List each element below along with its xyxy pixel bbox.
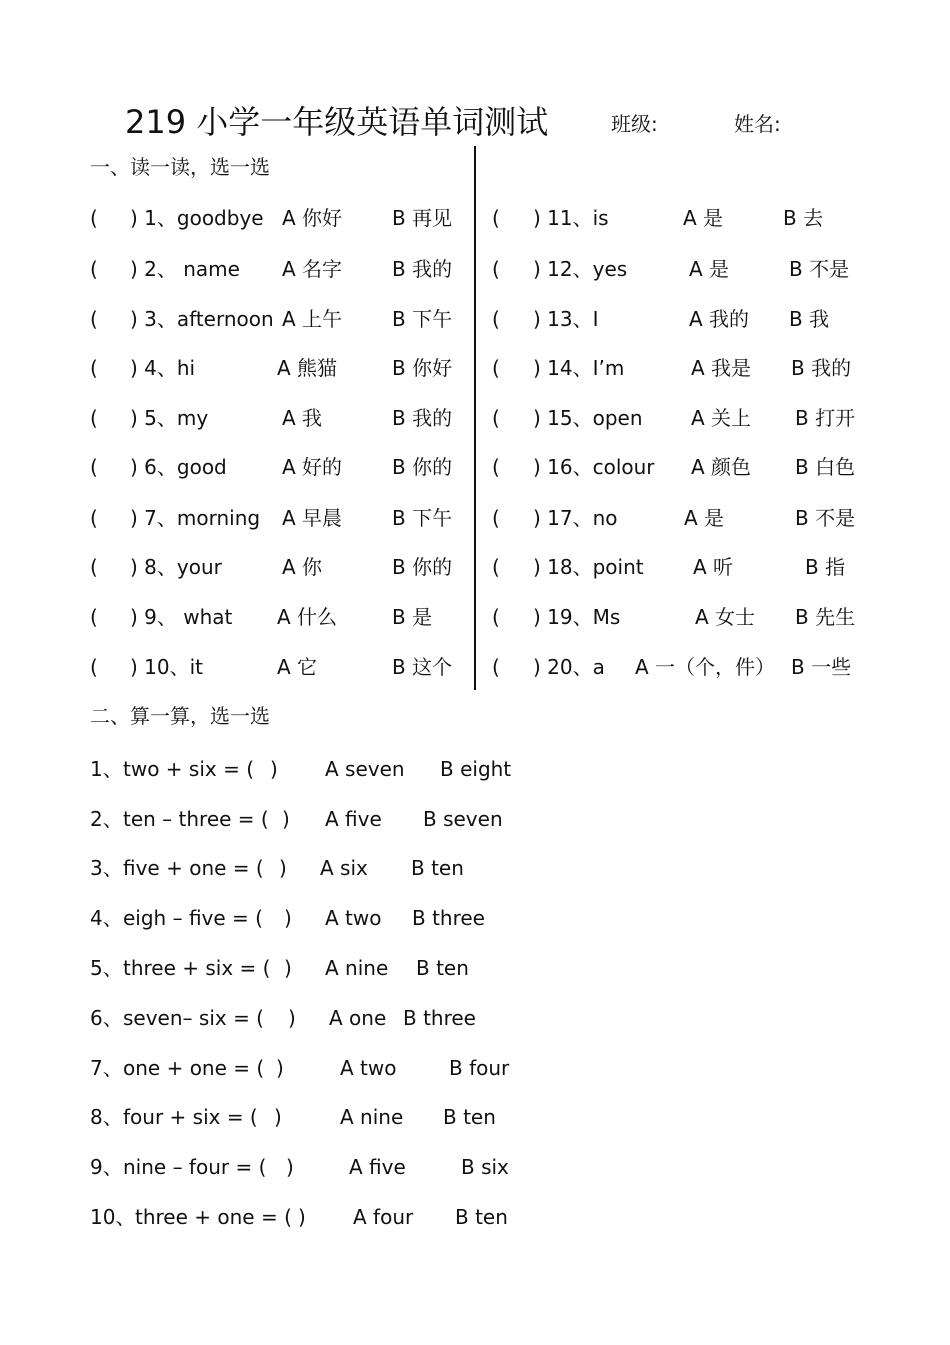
math-expression: one + one = ( (123, 1056, 265, 1080)
option-a: A 女士 (695, 605, 756, 629)
math-expression: ten – three = ( (123, 807, 269, 831)
option-b: B 一些 (791, 655, 852, 679)
answer-blank[interactable]: ( (492, 257, 500, 281)
option-a: A 是 (683, 206, 724, 230)
math-number: 8、 (90, 1105, 123, 1129)
option-b: B 去 (783, 206, 824, 230)
answer-blank[interactable]: ) (274, 1105, 282, 1129)
question-word: ) 8、your (130, 555, 222, 579)
option-b: B 我的 (791, 356, 852, 380)
option-b: B 我的 (392, 257, 453, 281)
option-b: B 下午 (392, 307, 453, 331)
option-a: A five (325, 807, 382, 831)
question-word: ) 6、good (130, 455, 227, 479)
math-row (90, 1003, 690, 1033)
option-a: A nine (340, 1105, 404, 1129)
option-b: B 指 (805, 555, 846, 579)
question-word: ) 7、morning (130, 506, 261, 530)
option-b: B 白色 (795, 455, 856, 479)
option-a: A 好的 (282, 455, 343, 479)
answer-blank[interactable]: ) (282, 807, 290, 831)
question-row (0, 403, 950, 433)
question-word: ) 3、afternoon (130, 307, 274, 331)
question-row (0, 304, 950, 334)
math-number: 9、 (90, 1155, 123, 1179)
math-expression: three + one = ( (135, 1205, 292, 1229)
option-a: A nine (325, 956, 389, 980)
question-word: ) 18、point (533, 555, 644, 579)
option-b: B 你的 (392, 455, 453, 479)
question-word: ) 11、is (533, 206, 609, 230)
option-a: A 什么 (277, 605, 338, 629)
option-a: A five (349, 1155, 406, 1179)
question-row (0, 602, 950, 632)
math-number: 10、 (90, 1205, 136, 1229)
option-b: B 下午 (392, 506, 453, 530)
option-a: A 颜色 (691, 455, 752, 479)
option-b: B ten (443, 1105, 496, 1129)
answer-blank[interactable]: ( (492, 307, 500, 331)
answer-blank[interactable]: ( (90, 555, 98, 579)
math-expression: two + six = ( (123, 757, 254, 781)
answer-blank[interactable]: ( (492, 506, 500, 530)
math-number: 6、 (90, 1006, 123, 1030)
answer-blank[interactable]: ( (492, 356, 500, 380)
option-a: A 它 (277, 655, 318, 679)
math-expression: five + one = ( (123, 856, 264, 880)
math-number: 4、 (90, 906, 123, 930)
option-b: B three (412, 906, 485, 930)
option-b: B 我的 (392, 406, 453, 430)
answer-blank[interactable]: ( (492, 206, 500, 230)
answer-blank[interactable]: ( (90, 206, 98, 230)
answer-blank[interactable]: ( (90, 356, 98, 380)
question-word: ) 1、goodbye (130, 206, 264, 230)
question-word: ) 10、it (130, 655, 204, 679)
math-expression: eigh – five = ( (123, 906, 263, 930)
math-number: 3、 (90, 856, 123, 880)
option-b: B three (403, 1006, 476, 1030)
answer-blank[interactable]: ) (284, 906, 292, 930)
math-expression: seven– six = ( (123, 1006, 264, 1030)
math-expression: four + six = ( (123, 1105, 258, 1129)
option-a: A 是 (689, 257, 730, 281)
option-a: A 是 (684, 506, 725, 530)
option-b: B ten (411, 856, 464, 880)
option-b: B ten (455, 1205, 508, 1229)
answer-blank[interactable]: ( (90, 655, 98, 679)
answer-blank[interactable]: ) (270, 757, 278, 781)
option-b: B 再见 (392, 206, 453, 230)
option-a: A two (325, 906, 382, 930)
question-word: ) 4、hi (130, 356, 196, 380)
answer-blank[interactable]: ( (90, 406, 98, 430)
question-row (0, 652, 950, 682)
answer-blank[interactable]: ) (286, 1155, 294, 1179)
option-a: A 名字 (282, 257, 343, 281)
question-row (0, 503, 950, 533)
option-a: A four (353, 1205, 414, 1229)
option-b: B 你好 (392, 356, 453, 380)
option-a: A 听 (693, 555, 734, 579)
answer-blank[interactable]: ) (288, 1006, 296, 1030)
name-label: 姓名: (734, 112, 781, 136)
math-row (90, 953, 690, 983)
option-b: B four (449, 1056, 510, 1080)
math-number: 1、 (90, 757, 123, 781)
math-row (90, 804, 690, 834)
question-row (0, 254, 950, 284)
option-b: B six (461, 1155, 509, 1179)
class-label: 班级: (611, 112, 658, 136)
question-word: ) 2、 name (130, 257, 240, 281)
question-word: ) 19、Ms (533, 605, 621, 629)
option-a: A 我的 (689, 307, 750, 331)
math-expression: three + six = ( (123, 956, 271, 980)
math-row (90, 1102, 690, 1132)
question-row (0, 353, 950, 383)
answer-blank[interactable]: ( (492, 406, 500, 430)
question-word: ) 13、I (533, 307, 599, 331)
option-a: A 熊猫 (277, 356, 338, 380)
answer-blank[interactable]: ( (90, 307, 98, 331)
answer-blank[interactable]: ) (279, 856, 287, 880)
option-a: A 你 (282, 555, 323, 579)
option-a: A 你好 (282, 206, 343, 230)
option-b: B 这个 (392, 655, 453, 679)
math-expression: nine – four = ( (123, 1155, 267, 1179)
option-a: A six (320, 856, 368, 880)
question-word: ) 12、yes (533, 257, 628, 281)
math-number: 5、 (90, 956, 123, 980)
option-a: A 我 (282, 406, 323, 430)
question-row (0, 203, 950, 233)
answer-blank[interactable]: ) (298, 1205, 306, 1229)
answer-blank[interactable]: ( (90, 605, 98, 629)
math-row (90, 1202, 690, 1232)
answer-blank[interactable]: ) (276, 1056, 284, 1080)
math-row (90, 903, 690, 933)
question-row (0, 552, 950, 582)
question-word: ) 17、no (533, 506, 618, 530)
math-row (90, 853, 690, 883)
page-title: 219 小学一年级英语单词测试 (125, 103, 549, 141)
question-word: ) 9、 what (130, 605, 233, 629)
section2-heading: 二、算一算，选一选 (90, 704, 270, 728)
section1-heading: 一、读一读，选一选 (90, 155, 270, 179)
math-row (90, 1053, 690, 1083)
option-a: A 早晨 (282, 506, 343, 530)
option-b: B 是 (392, 605, 433, 629)
answer-blank[interactable]: ( (90, 257, 98, 281)
option-b: B ten (416, 956, 469, 980)
option-b: B 不是 (795, 506, 856, 530)
answer-blank[interactable]: ( (492, 455, 500, 479)
option-b: B 打开 (795, 406, 856, 430)
option-b: B 不是 (789, 257, 850, 281)
question-row (0, 452, 950, 482)
option-b: B 你的 (392, 555, 453, 579)
option-a: A two (340, 1056, 397, 1080)
answer-blank[interactable]: ( (492, 605, 500, 629)
answer-blank[interactable]: ( (492, 555, 500, 579)
option-a: A 一（个，件） (635, 655, 776, 679)
question-word: ) 16、colour (533, 455, 655, 479)
question-word: ) 15、open (533, 406, 643, 430)
math-number: 7、 (90, 1056, 123, 1080)
answer-blank[interactable]: ) (284, 956, 292, 980)
question-word: ) 14、I’m (533, 356, 625, 380)
option-b: B 我 (789, 307, 830, 331)
option-a: A seven (325, 757, 405, 781)
option-b: B eight (440, 757, 512, 781)
option-b: B 先生 (795, 605, 856, 629)
option-a: A one (329, 1006, 387, 1030)
math-number: 2、 (90, 807, 123, 831)
math-row (90, 754, 690, 784)
option-a: A 上午 (282, 307, 343, 331)
option-a: A 关上 (691, 406, 752, 430)
math-row (90, 1152, 690, 1182)
option-a: A 我是 (691, 356, 752, 380)
answer-blank[interactable]: ( (90, 455, 98, 479)
question-word: ) 5、my (130, 406, 209, 430)
answer-blank[interactable]: ( (492, 655, 500, 679)
option-b: B seven (423, 807, 503, 831)
question-word: ) 20、a (533, 655, 605, 679)
answer-blank[interactable]: ( (90, 506, 98, 530)
